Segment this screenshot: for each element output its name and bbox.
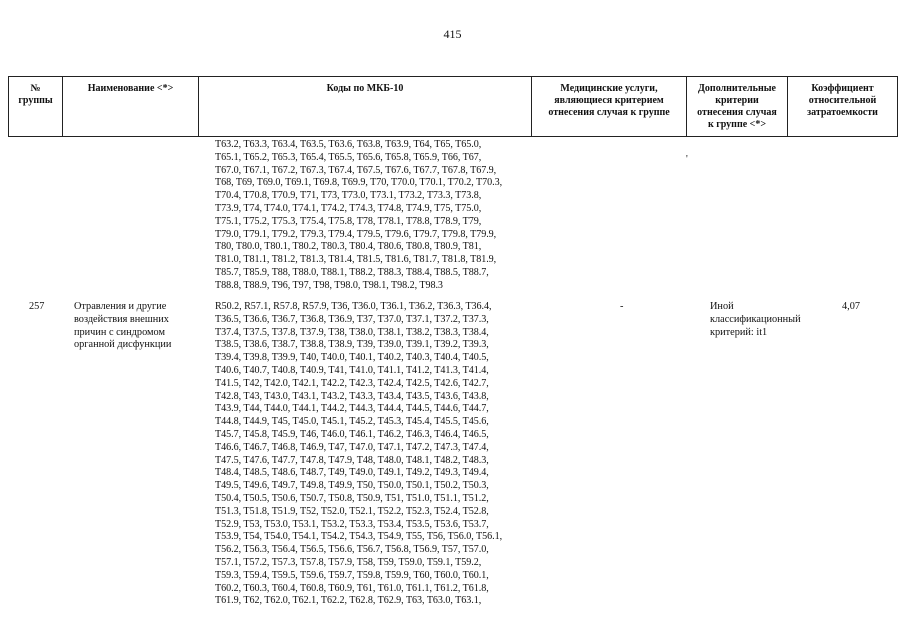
code-line: T45.7, T45.8, T45.9, T46, T46.0, T46.1, T46.2, T46.3, T46.4, T46.5, [215,428,489,440]
code-line: T51.3, T51.8, T51.9, T52, T52.0, T52.1, T52.2, T52.3, T52.4, T52.8, [215,505,489,517]
criteria-line: классификационный [710,313,801,325]
header-codes: Коды по МКБ-10 [326,83,404,94]
header-line: группы [18,95,53,106]
row-codes [215,301,502,608]
code-line: T68, T69, T69.0, T69.1, T69.8, T69.9, T70, T70.0, T70.1, T70.2, T70.3, [215,177,503,189]
code-line: T41.5, T42, T42.0, T42.1, T42.2, T42.3, T42.4, T42.5, T42.6, T42.7, [215,377,489,389]
header-extra-criteria [687,83,787,131]
code-line: T60.2, T60.3, T60.4, T60.8, T60.9, T61, T61.0, T61.1, T61.2, T61.8, [215,582,489,594]
code-line: T80, T80.0, T80.1, T80.2, T80.3, T80.4, T80.6, T80.8, T80.9, T81, [215,241,482,253]
group-number: 257 [29,301,45,312]
code-line: T53.9, T54, T54.0, T54.1, T54.2, T54.3, T54.9, T55, T56, T56.0, T56.1, [215,531,503,543]
code-line: T38.5, T38.6, T38.7, T38.8, T38.9, T39, T39.0, T39.1, T39.2, T39.3, [215,339,489,351]
code-line: T49.5, T49.6, T49.7, T49.8, T49.9, T50, T50.0, T50.1, T50.2, T50.3, [215,480,489,492]
criteria-line: Иной [710,301,734,312]
code-line: T37.4, T37.5, T37.8, T37.9, T38, T38.0, T38.1, T38.2, T38.3, T38.4, [215,326,489,338]
code-line: T79.0, T79.1, T79.2, T79.3, T79.4, T79.5, T79.6, T79.7, T79.8, T79.9, [215,228,497,240]
header-line: к группе <*> [707,119,767,130]
header-line: № [30,83,41,94]
page-number: 415 [443,27,462,41]
code-line: T63.2, T63.3, T63.4, T63.5, T63.6, T63.8, T63.9, T64, T65, T65.0, [215,139,482,150]
code-line: T39.4, T39.8, T39.9, T40, T40.0, T40.1, T40.2, T40.3, T40.4, T40.5, [215,352,489,364]
header-line: являющиеся критерием [554,95,664,106]
code-line: T56.2, T56.3, T56.4, T56.5, T56.6, T56.7, T56.8, T56.9, T57, T57.0, [215,544,489,556]
code-line: T57.1, T57.2, T57.3, T57.8, T57.9, T58, T59, T59.0, T59.1, T59.2, [215,556,482,568]
header-line: Медицинские услуги, [560,83,658,94]
header-line: затратоемкости [807,107,878,118]
header-top-border [8,76,898,77]
header-services [532,83,686,119]
header-group-number [9,83,62,107]
code-line: T61.9, T62, T62.0, T62.1, T62.2, T62.8, T62.9, T63, T63.0, T63.1, [215,595,482,607]
group-name [74,301,171,352]
header-divider [897,76,898,136]
code-line: T81.0, T81.1, T81.2, T81.3, T81.4, T81.5, T81.6, T81.7, T81.8, T81.9, [215,254,497,266]
name-line: причин с синдромом [74,326,166,338]
code-line: T43.9, T44, T44.0, T44.1, T44.2, T44.3, T44.4, T44.5, T44.6, T44.7, [215,403,489,415]
code-line: T47.5, T47.6, T47.7, T47.8, T47.9, T48, T48.0, T48.1, T48.2, T48.3, [215,454,489,466]
header-line: относительной [808,95,877,106]
code-line: T44.8, T44.9, T45, T45.0, T45.1, T45.2, T45.3, T45.4, T45.5, T45.6, [215,416,489,428]
code-line: T52.9, T53, T53.0, T53.1, T53.2, T53.3, T53.4, T53.5, T53.6, T53.7, [215,518,489,530]
code-line: R50.2, R57.1, R57.8, R57.9, T36, T36.0, T36.1, T36.2, T36.3, T36.4, [215,301,492,312]
code-line: T70.4, T70.8, T70.9, T71, T73, T73.0, T73.1, T73.2, T73.3, T73.8, [215,190,482,202]
code-line: T36.5, T36.6, T36.7, T36.8, T36.9, T37, T37.0, T37.1, T37.2, T37.3, [215,313,489,325]
code-line: T67.0, T67.1, T67.2, T67.3, T67.4, T67.5, T67.6, T67.7, T67.8, T67.9, [215,164,497,176]
extra-criteria [710,301,801,339]
code-line: T85.7, T85.9, T88, T88.0, T88.1, T88.2, T88.3, T88.4, T88.5, T88.7, [215,266,489,278]
code-line: T88.8, T88.9, T96, T97, T98, T98.0, T98.1, T98.2, T98.3 [215,279,443,291]
name-line: органной дисфункции [74,339,172,351]
name-line: воздействия внешних [74,313,169,325]
code-line: T48.4, T48.5, T48.6, T48.7, T49, T49.0, T49.1, T49.2, T49.3, T49.4, [215,467,489,479]
header-bottom-border [8,136,898,137]
continued-codes [215,139,502,293]
code-line: T73.9, T74, T74.0, T74.1, T74.2, T74.3, T74.8, T74.9, T75, T75.0, [215,202,482,214]
header-coefficient [788,83,897,119]
header-name: Наименование <*> [87,83,174,94]
name-line: Отравления и другие [74,301,167,312]
code-line: T50.4, T50.5, T50.6, T50.7, T50.8, T50.9, T51, T51.0, T51.1, T51.2, [215,492,489,504]
header-line: Коэффициент [811,83,874,94]
header-line: отнесения случая к группе [548,107,670,118]
stray-mark: ' [686,154,688,165]
code-line: T65.1, T65.2, T65.3, T65.4, T65.5, T65.6, T65.8, T65.9, T66, T67, [215,151,482,163]
criteria-line: критерий: it1 [710,326,768,338]
services-value: - [620,301,624,312]
header-line: Дополнительные [698,83,776,94]
code-line: T59.3, T59.4, T59.5, T59.6, T59.7, T59.8, T59.9, T60, T60.0, T60.1, [215,569,489,581]
header-line: критерии [715,95,759,106]
code-line: T40.6, T40.7, T40.8, T40.9, T41, T41.0, T41.1, T41.2, T41.3, T41.4, [215,364,489,376]
code-line: T42.8, T43, T43.0, T43.1, T43.2, T43.3, T43.4, T43.5, T43.6, T43.8, [215,390,489,402]
code-line: T46.6, T46.7, T46.8, T46.9, T47, T47.0, T47.1, T47.2, T47.3, T47.4, [215,441,489,453]
code-line: T75.1, T75.2, T75.3, T75.4, T75.8, T78, T78.1, T78.8, T78.9, T79, [215,215,482,227]
coefficient-value: 4,07 [842,301,861,312]
header-line: отнесения случая [697,107,777,118]
